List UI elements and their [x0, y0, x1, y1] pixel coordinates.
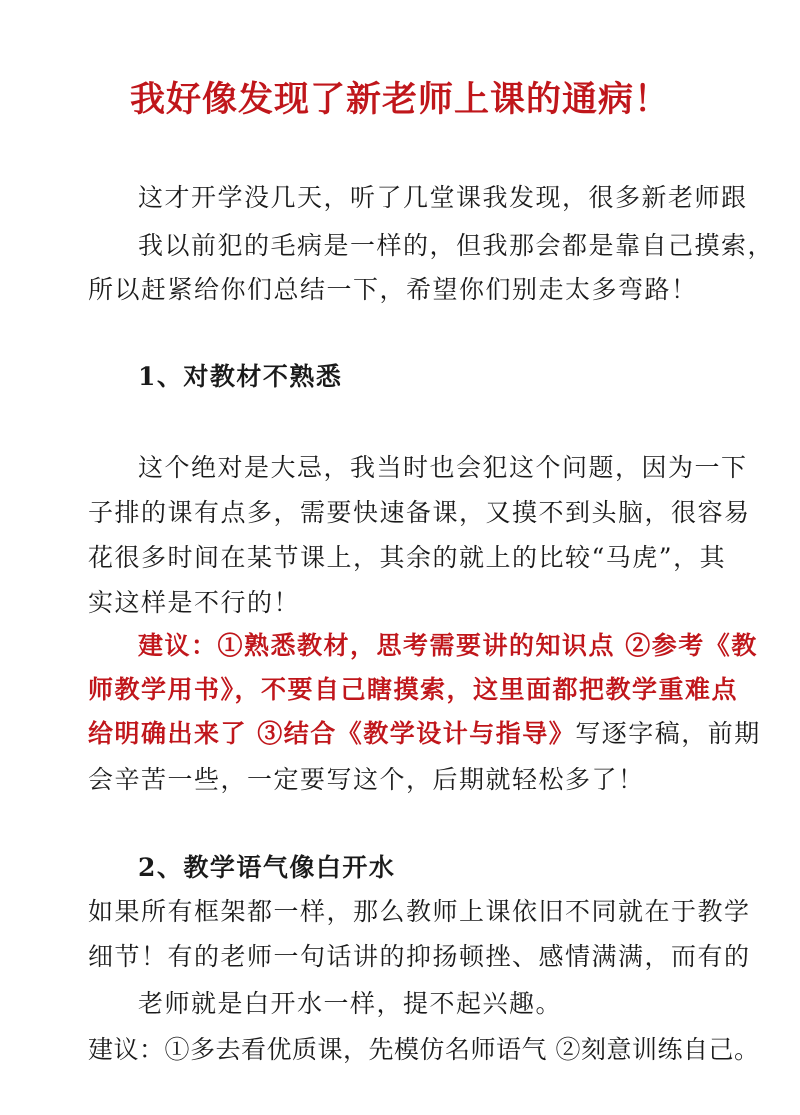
section-1-line-2: 子排的课有点多，需要快速备课，又摸不到头脑，很容易: [88, 498, 751, 527]
section-2-heading: 2、教学语气像白开水: [138, 853, 396, 882]
section-1-heading: 1、对教材不熟悉: [138, 362, 343, 391]
intro-line-3: 所以赶紧给你们总结一下，希望你们别走太多弯路！: [88, 275, 698, 304]
section-1-line-1: 这个绝对是大忌，我当时也会犯这个问题，因为一下: [138, 453, 748, 482]
section-1-line-3: 花很多时间在某节课上，其余的就上的比较“马虎”，其: [88, 543, 727, 572]
section-1-advice-rest: 写逐字稿，前期: [575, 719, 761, 748]
page-title: 我好像发现了新老师上课的通病！: [129, 79, 670, 120]
section-2-line-3: 老师就是白开水一样，提不起兴趣。: [138, 989, 563, 1018]
intro-line-1: 这才开学没几天，听了几堂课我发现，很多新老师跟: [138, 183, 748, 212]
section-1-advice-line-3: [88, 714, 761, 750]
section-1-advice-highlight: 给明确出来了 ③结合《教学设计与指导》: [88, 719, 576, 748]
section-1-advice-line-1: 建议：①熟悉教材，思考需要讲的知识点 ②参考《教: [138, 631, 758, 660]
section-2-advice: 建议：①多去看优质课，先模仿名师语气 ②刻意训练自己。: [88, 1035, 760, 1064]
section-2-line-1: 如果所有框架都一样，那么教师上课依旧不同就在于教学: [88, 897, 751, 926]
section-1-line-4: 实这样是不行的！: [88, 588, 301, 617]
section-2-line-2: 细节！有的老师一句话讲的抑扬顿挫、感情满满，而有的: [88, 942, 751, 971]
intro-line-2: 我以前犯的毛病是一样的，但我那会都是靠自己摸索，: [138, 231, 775, 260]
section-1-advice-line-4: 会辛苦一些，一定要写这个，后期就轻松多了！: [88, 765, 645, 794]
section-1-advice-line-2: 师教学用书》，不要自己瞎摸索，这里面都把教学重难点: [88, 675, 739, 704]
